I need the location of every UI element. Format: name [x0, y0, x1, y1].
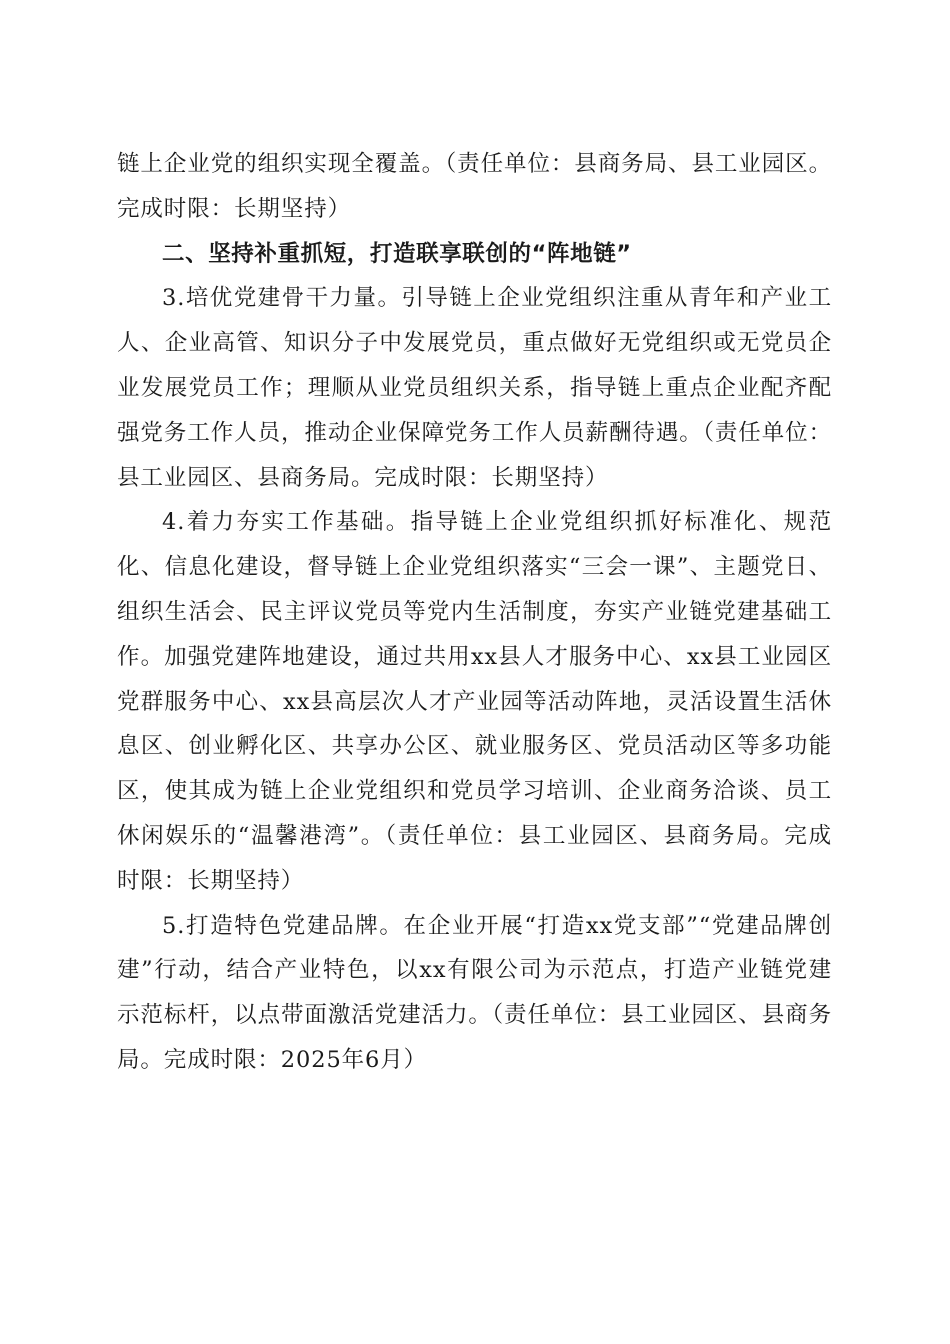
document-body: [117, 142, 832, 1083]
section-heading: 二、坚持补重抓短，打造联享联创的“阵地链”: [162, 240, 632, 267]
item-4-paragraph: 4.着力夯实工作基础。指导链上企业党组织抓好标准化、规范化、信息化建设，督导链上企业党组织落实“三会一课”、主题党日、组织生活会、民主评议党员等党内生活制度，夯实产业链党建基础工作。加强党建阵地建设，通过共用xx县人才服务中心、xx县工业园区党群服务中心、xx县高层次人才产业园等活动阵地，灵活设置生活休息区、创业孵化区、共享办公区、就业服务区、党员活动区等多功能区，使其成为链上企业党组织和党员学习培训、企业商务洽谈、员工休闲娱乐的“温馨港湾”。（责任单位：县工业园区、县商务局。完成时限：长期坚持）: [117, 509, 832, 894]
item-3-paragraph: 3.培优党建骨干力量。引导链上企业党组织注重从青年和产业工人、企业高管、知识分子中发展党员，重点做好无党组织或无党员企业发展党员工作；理顺从业党员组织关系，指导链上重点企业配齐配强党务工作人员，推动企业保障党务工作人员薪酬待遇。（责任单位：县工业园区、县商务局。完成时限：长期坚持）: [117, 285, 832, 491]
continuation-paragraph: 链上企业党的组织实现全覆盖。（责任单位：县商务局、县工业园区。完成时限：长期坚持）: [117, 151, 832, 222]
item-5-paragraph: 5.打造特色党建品牌。在企业开展“打造xx党支部”“党建品牌创建”行动，结合产业特色，以xx有限公司为示范点，打造产业链党建示范标杆，以点带面激活党建活力。（责任单位：县工业园区、县商务局。完成时限：2025年6月）: [117, 912, 832, 1073]
